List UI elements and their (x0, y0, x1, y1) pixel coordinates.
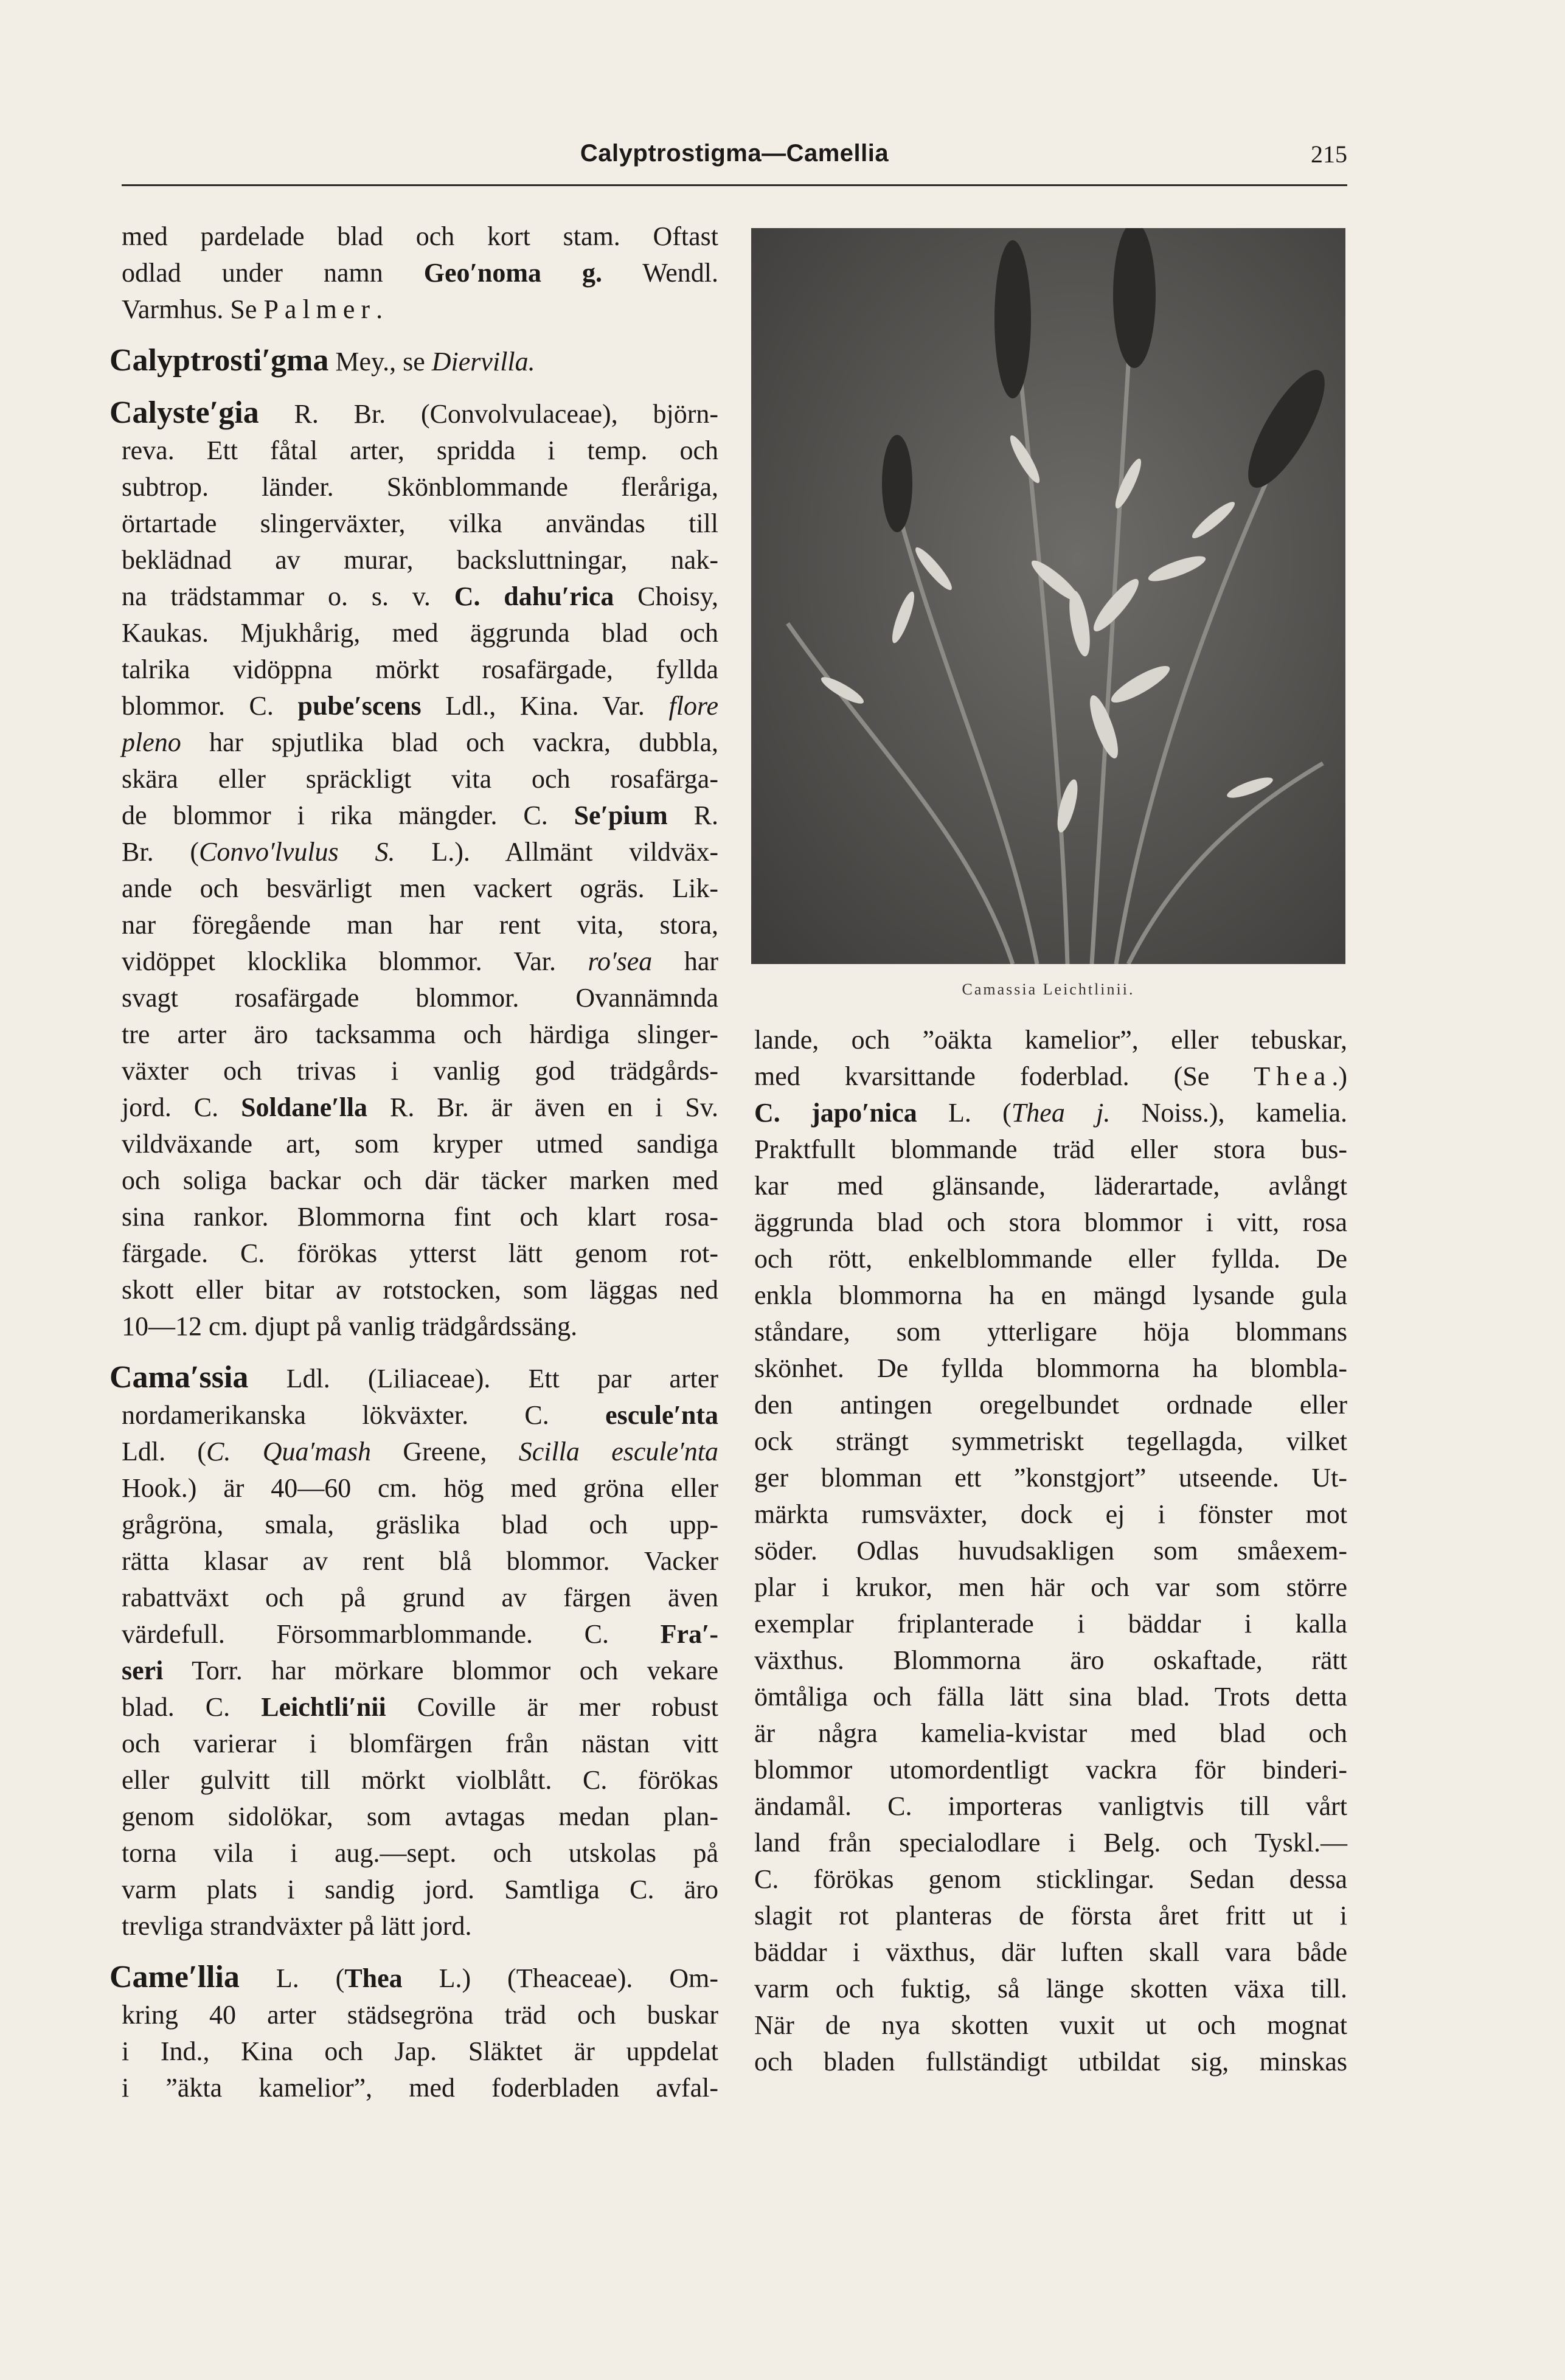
entry-headword: Came′llia (109, 1960, 240, 1994)
text-run: enkla blommorna ha en mängd lysande gula (754, 1280, 1347, 1310)
text-run: Hook.) är 40—60 cm. hög med gröna eller (122, 1473, 718, 1503)
bold-term: Leichtli′nii (261, 1692, 386, 1722)
running-head-title: Calyptrostigma—Camellia (580, 140, 889, 167)
text-line (122, 980, 718, 1016)
text-line (109, 395, 718, 432)
bold-term: seri (122, 1656, 164, 1685)
text-run: med pardelade blad och kort stam. Oftast (122, 221, 718, 251)
text-run: rabattväxt och på grund av färgen även (122, 1583, 718, 1612)
italic-term: C. Qua′mash (206, 1437, 372, 1466)
italic-term: Thea j. (1011, 1098, 1111, 1128)
text-run: L.). Allmänt vildväx- (395, 837, 718, 867)
text-line (754, 1460, 1347, 1496)
text-line (754, 1861, 1347, 1898)
text-run: Wendl. (602, 258, 718, 288)
text-run: Choisy, (614, 581, 718, 611)
text-run: Varmhus. Se (122, 294, 264, 324)
text-line (754, 1569, 1347, 1606)
bold-term: C. dahu′rica (454, 581, 614, 611)
text-run: skära eller spräckligt vita och rosafärga- (122, 764, 718, 794)
bold-term: escule′nta (605, 1400, 718, 1430)
text-run: C. förökas genom sticklingar. Sedan dessa (754, 1864, 1347, 1894)
text-line (122, 1507, 718, 1543)
text-run: exemplar friplanterade i bäddar i kalla (754, 1609, 1347, 1639)
text-run: har spjutlika blad och vackra, dubbla, (181, 727, 718, 757)
text-line (754, 1825, 1347, 1861)
text-line (122, 1543, 718, 1580)
text-run: slagit rot planteras de första året fritt ut i (754, 1901, 1347, 1931)
text-line (122, 255, 718, 291)
text-line (122, 1616, 718, 1653)
text-run: land från specialodlare i Belg. och Tyskl.— (754, 1828, 1347, 1858)
italic-term: Scilla escule′nta (518, 1437, 718, 1466)
text-line (122, 1689, 718, 1726)
text-run: Torr. har mörkare blommor och vekare (163, 1656, 718, 1685)
text-run: färgade. C. förökas ytterst lätt genom rot- (122, 1238, 718, 1268)
right-column (754, 1022, 1347, 2080)
text-run: bäddar i växthus, där luften skall vara både (754, 1937, 1347, 1967)
text-run: i Ind., Kina och Jap. Släktet är uppdelat (122, 2036, 718, 2066)
bold-term: Soldane′lla (241, 1092, 368, 1122)
text-line (122, 1199, 718, 1235)
text-line (754, 2044, 1347, 2080)
text-line (122, 1397, 718, 1434)
text-run: Ldl., Kina. Var. (421, 691, 669, 721)
spaced-reference: Palmer (263, 294, 377, 324)
text-line (754, 1788, 1347, 1825)
text-line (122, 1835, 718, 1872)
text-line (754, 1131, 1347, 1168)
text-run: och rött, enkelblommande eller fyllda. De (754, 1244, 1347, 1274)
text-run: Ldl. ( (122, 1437, 207, 1466)
text-line (754, 1606, 1347, 1642)
text-line (122, 651, 718, 688)
text-run: skott eller bitar av rotstocken, som läggas ned (122, 1275, 718, 1305)
text-line (122, 469, 718, 505)
text-line (122, 505, 718, 542)
text-run: L.) (Theaceae). Om- (402, 1963, 718, 1993)
text-run: ger blomman ett ”konstgjort” utseende. Ut- (754, 1463, 1347, 1493)
text-run: jord. C. (122, 1092, 241, 1122)
text-line (122, 834, 718, 870)
text-line (109, 1959, 718, 1997)
text-run: den antingen oregelbundet ordnade eller (754, 1390, 1347, 1420)
text-line (109, 342, 718, 380)
text-run: Coville är mer robust (386, 1692, 718, 1722)
text-run: torna vila i aug.—sept. och utskolas på (122, 1838, 718, 1868)
text-run: växter och trivas i vanlig god trädgårds- (122, 1056, 718, 1086)
figure-caption: Camassia Leichtlinii. (962, 980, 1135, 998)
text-line (122, 1272, 718, 1308)
text-line (122, 2070, 718, 2106)
text-run: söder. Odlas huvudsakligen som småexem- (754, 1536, 1347, 1566)
text-run: L. ( (239, 1963, 345, 1993)
text-run: reva. Ett fåtal arter, spridda i temp. och (122, 435, 718, 465)
bold-term: pube′scens (297, 691, 422, 721)
italic-term: ro′sea (588, 946, 653, 976)
text-run: rätta klasar av rent blå blommor. Vacker (122, 1546, 718, 1576)
text-line (122, 1908, 718, 1945)
text-run: L. ( (917, 1098, 1012, 1128)
camassia-photo (751, 228, 1345, 964)
text-run: nar föregående man har rent vita, stora, (122, 910, 718, 940)
text-line (122, 1162, 718, 1199)
text-line (754, 1022, 1347, 1058)
text-line (754, 1277, 1347, 1314)
left-column (109, 218, 719, 2106)
italic-term: pleno (122, 727, 181, 757)
text-run: och varierar i blomfärgen från nästan vitt (122, 1729, 718, 1758)
text-run: När de nya skotten vuxit ut och mognat (754, 2010, 1347, 2040)
text-line (122, 724, 718, 761)
text-line (754, 1095, 1347, 1131)
text-run: Br. ( (122, 837, 200, 867)
text-line (122, 291, 718, 328)
running-head (122, 135, 1347, 178)
bold-term: Fra′- (660, 1619, 718, 1649)
text-line (122, 1997, 718, 2033)
text-run: Noiss.), kamelia. (1110, 1098, 1348, 1128)
text-line (754, 1971, 1347, 2007)
text-line (754, 1898, 1347, 1934)
text-run: ande och besvärligt men vackert ogräs. Lik- (122, 873, 718, 903)
text-line (754, 1715, 1347, 1752)
text-run: har (652, 946, 719, 976)
text-line (122, 578, 718, 615)
text-line (122, 870, 718, 907)
text-run: lande, och ”oäkta kamelior”, eller tebuskar, (754, 1025, 1347, 1055)
text-line (122, 615, 718, 651)
header-rule (122, 184, 1347, 186)
text-line (754, 1387, 1347, 1423)
text-run: trevliga strandväxter på lätt jord. (122, 1911, 472, 1941)
text-run: plar i krukor, men här och var som större (754, 1572, 1347, 1602)
text-run: ändamål. C. importeras vanligtvis till vårt (754, 1791, 1347, 1821)
text-line (122, 761, 718, 797)
text-run: vildväxande art, som kryper utmed sandiga (122, 1129, 718, 1159)
page-number: 215 (1311, 141, 1347, 168)
text-run: växthus. Blommorna äro oskaftade, rätt (754, 1645, 1347, 1675)
text-line (122, 1235, 718, 1272)
text-line (754, 1058, 1347, 1095)
text-line (122, 688, 718, 724)
text-run: äggrunda blad och stora blommor i vitt, rosa (754, 1207, 1347, 1237)
text-run: märkta rumsväxter, dock ej i fönster mot (754, 1499, 1347, 1529)
text-line (122, 1126, 718, 1162)
text-run: grågröna, smala, gräslika blad och upp- (122, 1510, 718, 1539)
spaced-reference: Thea (1254, 1061, 1332, 1091)
text-line (122, 1089, 718, 1126)
text-run: kring 40 arter städsegröna träd och buskar (122, 2000, 718, 2030)
text-run: genom sidolökar, som avtagas medan plan- (122, 1802, 718, 1831)
text-run: med kvarsittande foderblad. (Se (754, 1061, 1254, 1091)
bold-term: Se′pium (574, 800, 668, 830)
photo-background (751, 228, 1345, 964)
text-line (122, 1308, 718, 1345)
entry-headword: Calyptrosti′gma (109, 343, 329, 378)
text-run: R. Br. (Convolvulaceae), björn- (259, 399, 718, 429)
text-run: na trädstammar o. s. v. (122, 581, 454, 611)
entry-headword: Cama′ssia (109, 1360, 249, 1395)
text-line (754, 1314, 1347, 1350)
text-line (754, 1350, 1347, 1387)
text-run: odlad under namn (122, 258, 424, 288)
italic-term: flore (668, 691, 718, 721)
text-line (122, 943, 718, 980)
text-line (122, 1653, 718, 1689)
text-line (754, 1496, 1347, 1533)
text-run: blommor. C. (122, 691, 298, 721)
text-run: och soliga backar och där täcker marken med (122, 1165, 718, 1195)
bold-term: Thea (344, 1963, 403, 1993)
text-line (122, 542, 718, 578)
bold-term: C. japo′nica (754, 1098, 917, 1128)
text-line (122, 218, 718, 255)
text-line (122, 1726, 718, 1762)
text-line (122, 797, 718, 834)
text-run: skönhet. De fyllda blommorna ha blombla- (754, 1353, 1347, 1383)
text-run: Mey., se (328, 347, 432, 376)
text-line (754, 1679, 1347, 1715)
text-run: i ”äkta kamelior”, med foderbladen avfal- (122, 2073, 718, 2103)
text-run: varm och fuktig, så länge skotten växa till. (754, 1974, 1347, 2004)
text-run: Greene, (371, 1437, 519, 1466)
text-run: är några kamelia-kvistar med blad och (754, 1718, 1347, 1748)
text-run: talrika vidöppna mörkt rosafärgade, fyllda (122, 654, 718, 684)
italic-term: Diervilla. (431, 347, 535, 376)
text-line (754, 1533, 1347, 1569)
text-run: blad. C. (122, 1692, 262, 1722)
text-line (754, 1423, 1347, 1460)
text-run: beklädnad av murar, backsluttningar, nak- (122, 545, 718, 575)
text-run: 10—12 cm. djupt på vanlig trädgårdssäng. (122, 1311, 578, 1341)
text-line (754, 1204, 1347, 1241)
text-run: ståndare, som ytterligare höja blommans (754, 1317, 1347, 1347)
text-run: Kaukas. Mjukhårig, med äggrunda blad och (122, 618, 718, 648)
text-run: Praktfullt blommande träd eller stora bus- (754, 1134, 1347, 1164)
text-run: Ldl. (Liliaceae). Ett par arter (248, 1364, 718, 1393)
italic-term: Convo′lvulus S. (199, 837, 395, 867)
text-run: . (376, 294, 383, 324)
text-line (122, 1580, 718, 1616)
text-line (754, 1934, 1347, 1971)
text-run: .) (1331, 1061, 1347, 1091)
text-line (122, 1434, 718, 1470)
text-run: eller gulvitt till mörkt violblått. C. förökas (122, 1765, 718, 1795)
bold-term: Geo′noma g. (423, 258, 602, 288)
text-line (122, 1470, 718, 1507)
text-line (122, 1872, 718, 1908)
text-run: nordamerikanska lökväxter. C. (122, 1400, 606, 1430)
text-run: örtartade slingerväxter, vilka användas till (122, 508, 718, 538)
text-run: vidöppet klocklika blommor. Var. (122, 946, 588, 976)
text-run: tre arter äro tacksamma och härdiga slinger- (122, 1019, 718, 1049)
text-line (754, 1241, 1347, 1277)
text-run: sina rankor. Blommorna fint och klart rosa- (122, 1202, 718, 1232)
text-run: de blommor i rika mängder. C. (122, 800, 574, 830)
text-run: svagt rosafärgade blommor. Ovannämnda (122, 983, 718, 1013)
text-run: R. (667, 800, 718, 830)
text-line (754, 2007, 1347, 2044)
text-run: ömtåliga och fälla lätt sina blad. Trots detta (754, 1682, 1347, 1712)
text-line (122, 2033, 718, 2070)
text-line (122, 907, 718, 943)
text-run: R. Br. är även en i Sv. (367, 1092, 718, 1122)
entry-headword: Calyste′gia (109, 395, 259, 430)
text-run: blommor utomordentligt vackra för binderi- (754, 1755, 1347, 1785)
text-line (122, 1053, 718, 1089)
text-run: ock strängt symmetriskt tegellagda, vilket (754, 1426, 1347, 1456)
text-line (754, 1642, 1347, 1679)
text-line (109, 1359, 718, 1397)
text-run: varm plats i sandig jord. Samtliga C. äro (122, 1875, 718, 1904)
text-line (122, 1762, 718, 1799)
text-run: subtrop. länder. Skönblommande fleråriga, (122, 472, 718, 502)
text-line (122, 432, 718, 469)
text-line (122, 1016, 718, 1053)
text-line (122, 1799, 718, 1835)
text-line (754, 1168, 1347, 1204)
text-run: kar med glänsande, läderartade, avlångt (754, 1171, 1347, 1201)
text-run: värdefull. Försommarblommande. C. (122, 1619, 661, 1649)
text-run: och bladen fullständigt utbildat sig, minskas (754, 2047, 1347, 2076)
text-line (754, 1752, 1347, 1788)
